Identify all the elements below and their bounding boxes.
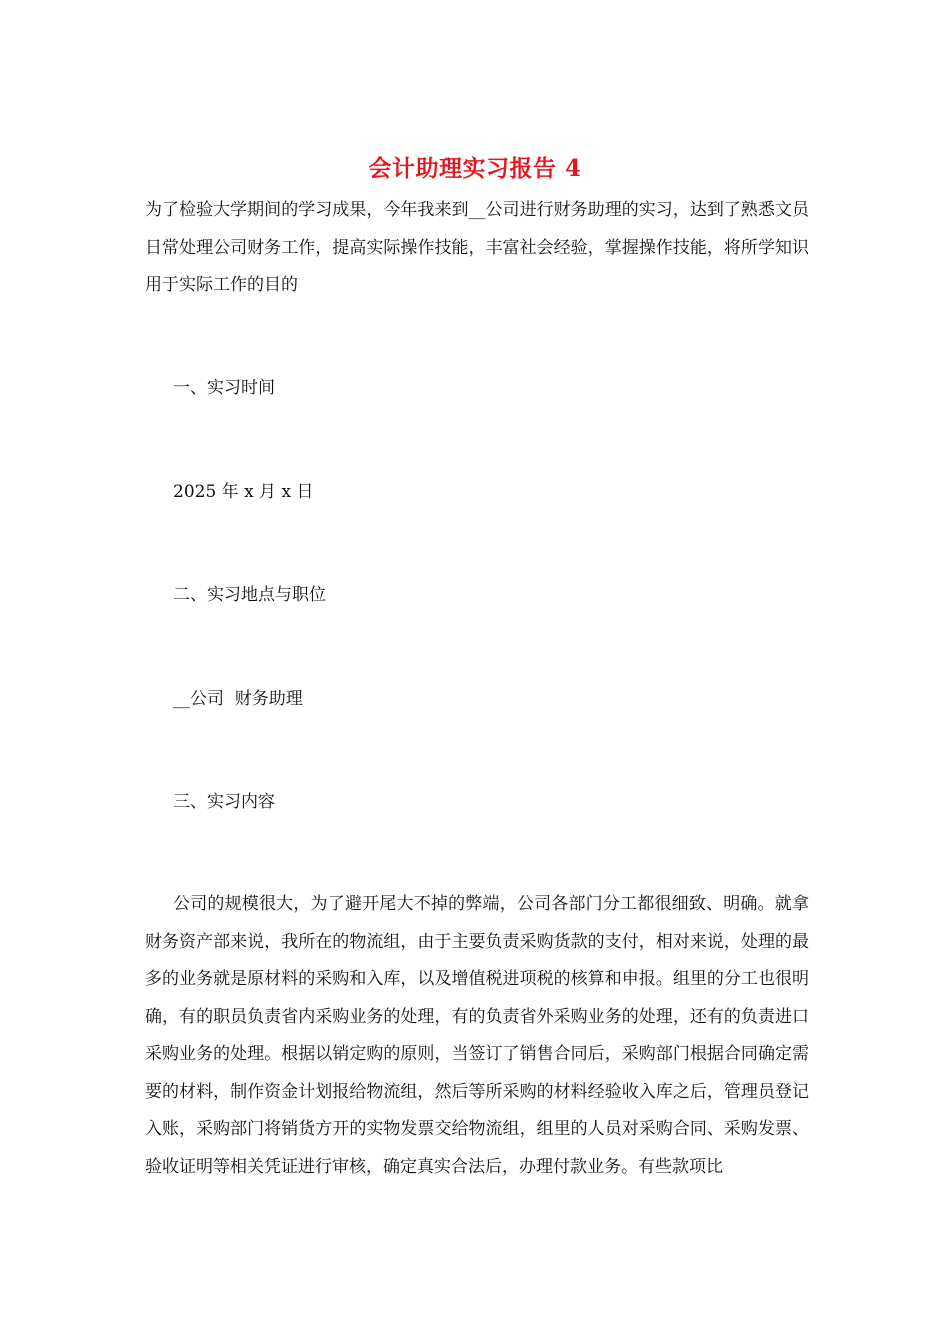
internship-position: __公司 财务助理 [173, 689, 303, 709]
section-heading-location: 二、实习地点与职位 [173, 585, 326, 605]
intro-paragraph: 为了检验大学期间的学习成果，今年我来到__公司进行财务助理的实习，达到了熟悉文员日常处理公司财务工作，提高实际操作技能，丰富社会经验，掌握操作技能，将所学知识用于实际工作的目的 [145, 200, 809, 295]
content-paragraph: 公司的规模很大，为了避开尾大不掉的弊端，公司各部门分工都很细致、明确。就拿财务资产部来说，我所在的物流组，由于主要负责采购货款的支付，相对来说，处理的最多的业务就是原材料的采购和入库，以及增值税进项税的核算和申报。组里的分工也很明确，有的职员负责省内采购业务的处理，有的负责省外采购业务的处理，还有的负责进口采购业务的处理。根据以销定购的原则，当签订了销售合同后，采购部门根据合同确定需要的材料，制作资金计划报给物流组，然后等所采购的材料经验收入库之后，管理员登记入账，采购部门将销货方开的实物发票交给物流组，组里的人员对采购合同、采购发票、验收证明等相关凭证进行审核，确定真实合法后，办理付款业务。有些款项比 [145, 894, 809, 1177]
internship-date: 2025 年 x 月 x 日 [173, 482, 314, 502]
document-title: 会计助理实习报告 4 [368, 155, 582, 182]
section-heading-time: 一、实习时间 [173, 378, 275, 398]
section-heading-content: 三、实习内容 [173, 792, 275, 812]
